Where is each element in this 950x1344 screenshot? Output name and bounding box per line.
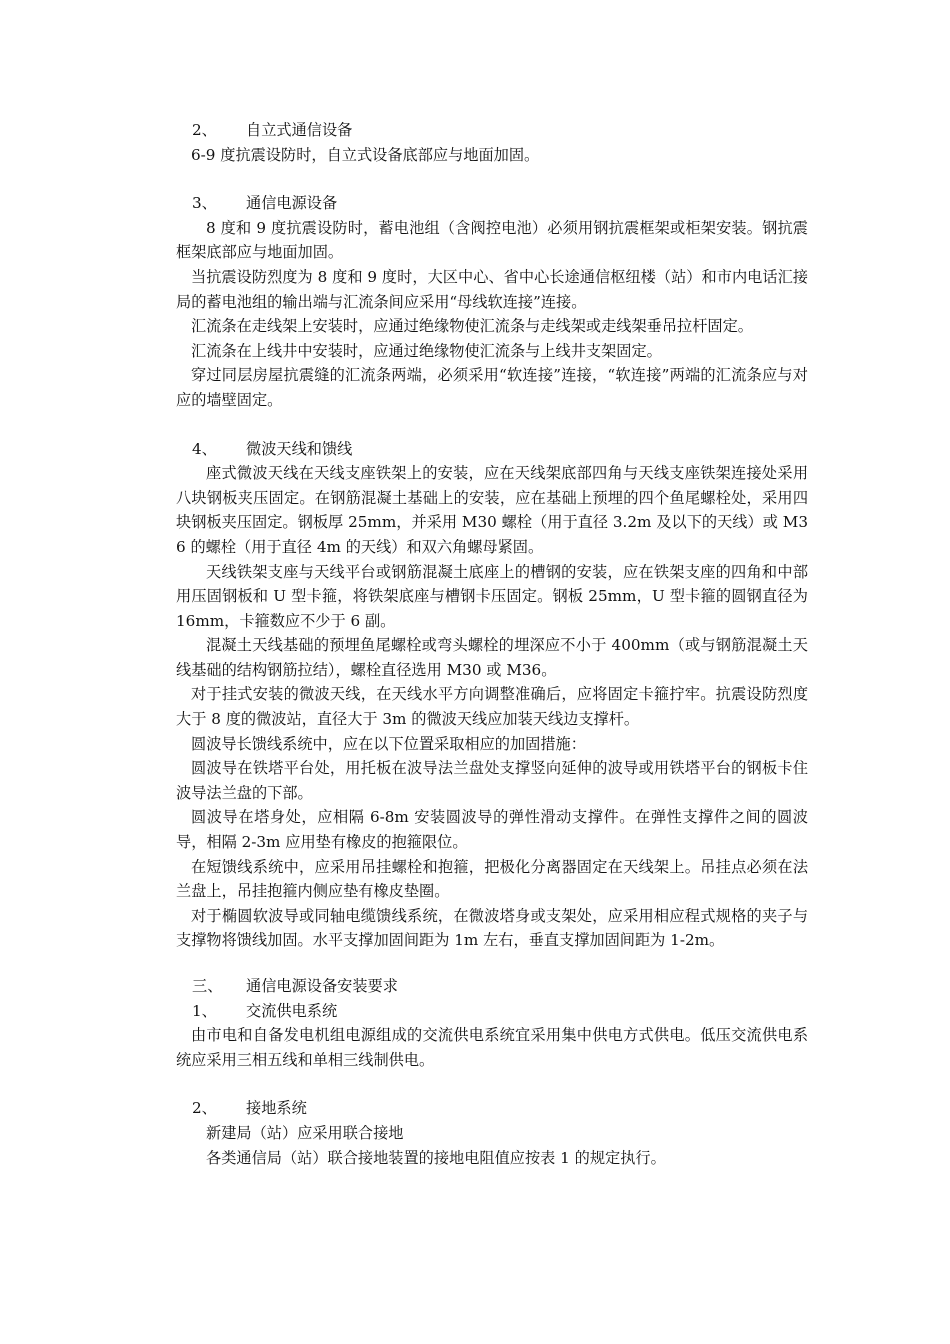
paragraph: 各类通信局（站）联合接地装置的接地电阻值应按表 1 的规定执行。 [206, 1148, 666, 1167]
subsection-number: 2、 [192, 1099, 217, 1118]
paragraph: 天线铁架支座与天线平台或钢筋混凝土底座上的槽钢的安装，应在铁架支座的四角和中部用压固钢板和 U 型卡箍，将铁架底座与槽钢卡压固定。钢板 25mm，U 型卡箍的圆钢直径为 16mm，卡箍数应不少于 6 副。 [176, 562, 808, 630]
section-heading-3 [176, 191, 808, 216]
spacer [176, 167, 808, 191]
subsection-title: 接地系统 [246, 1099, 307, 1118]
section-number: 2、 [192, 121, 217, 139]
subsection-heading-2 [176, 1096, 808, 1121]
paragraph: 在短馈线系统中，应采用吊挂螺栓和抱箍，把极化分离器固定在天线架上。吊挂点必须在法兰盘上，吊挂抱箍内侧应垫有橡皮垫圈。 [176, 857, 808, 901]
spacer [176, 953, 808, 974]
part-number: 三、 [192, 977, 223, 995]
document-body [176, 118, 808, 1170]
subsection-heading-1 [176, 999, 808, 1024]
paragraph: 穿过同层房屋抗震缝的汇流条两端，必须采用“软连接”连接，“软连接”两端的汇流条应与对应的墙壁固定。 [176, 366, 808, 409]
section-title: 自立式通信设备 [246, 121, 353, 139]
paragraph: 新建局（站）应采用联合接地 [206, 1123, 404, 1142]
section-heading-2 [176, 118, 808, 143]
spacer [176, 1072, 808, 1096]
subsection-number: 1、 [192, 1001, 217, 1020]
paragraph: 汇流条在上线井中安装时，应通过绝缘物使汇流条与上线井支架固定。 [191, 341, 662, 360]
paragraph: 汇流条在走线架上安装时，应通过绝缘物使汇流条与走线架或走线架垂吊拉杆固定。 [191, 317, 753, 336]
paragraph: 圆波导在铁塔平台处，用托板在波导法兰盘处支撑竖向延伸的波导或用铁塔平台的钢板卡住波导法兰盘的下部。 [176, 759, 808, 802]
paragraph: 混凝土天线基础的预埋鱼尾螺栓或弯头螺栓的埋深应不小于 400mm（或与钢筋混凝土天线基础的结构钢筋拉结），螺栓直径选用 M30 或 M36。 [176, 636, 808, 679]
part-title: 通信电源设备安装要求 [246, 977, 398, 995]
section-heading-4 [176, 437, 808, 462]
paragraph: 当抗震设防烈度为 8 度和 9 度时，大区中心、省中心长途通信枢纽楼（站）和市内电话汇接局的蓄电池组的输出端与汇流条间应采用“母线软连接”连接。 [176, 267, 808, 311]
paragraph: 8 度和 9 度抗震设防时，蓄电池组（含阀控电池）必须用钢抗震框架或柜架安装。钢抗震框架底部应与地面加固。 [176, 218, 808, 262]
paragraph: 对于椭圆软波导或同轴电缆馈线系统，在微波塔身或支架处，应采用相应程式规格的夹子与支撑物将馈线加固。水平支撑加固间距为 1m 左右，垂直支撑加固间距为 1-2m。 [176, 906, 808, 950]
paragraph: 6-9 度抗震设防时，自立式设备底部应与地面加固。 [191, 145, 540, 164]
paragraph: 圆波导长馈线系统中，应在以下位置采取相应的加固措施： [191, 734, 586, 753]
paragraph: 对于挂式安装的微波天线，在天线水平方向调整准确后，应将固定卡箍拧牢。抗震设防烈度大于 8 度的微波站，直径大于 3m 的微波天线应加装天线边支撑杆。 [176, 685, 808, 729]
spacer [176, 413, 808, 437]
section-title: 通信电源设备 [246, 194, 338, 213]
section-title: 微波天线和馈线 [246, 439, 353, 458]
paragraph: 由市电和自备发电机组电源组成的交流供电系统宜采用集中供电方式供电。低压交流供电系统应采用三相五线和单相三线制供电。 [176, 1026, 808, 1069]
section-number: 4、 [192, 439, 217, 458]
section-number: 3、 [192, 194, 217, 213]
subsection-title: 交流供电系统 [246, 1001, 338, 1020]
paragraph: 圆波导在塔身处，应相隔 6-8m 安装圆波导的弹性滑动支撑件。在弹性支撑件之间的圆波导，相隔 2-3m 应用垫有橡皮的抱箍限位。 [176, 808, 808, 852]
part-heading-3 [176, 974, 808, 999]
paragraph: 座式微波天线在天线支座铁架上的安装，应在天线架底部四角与天线支座铁架连接处采用八块钢板夹压固定。在钢筋混凝土基础上的安装，应在基础上预埋的四个鱼尾螺栓处，采用四块钢板夹压固定。钢板厚 25mm，并采用 M30 螺栓（用于直径 3.2m 及以下的天线）或 M36 的螺栓（用于直径 4m 的天线）和双六角螺母紧固。 [176, 464, 808, 556]
